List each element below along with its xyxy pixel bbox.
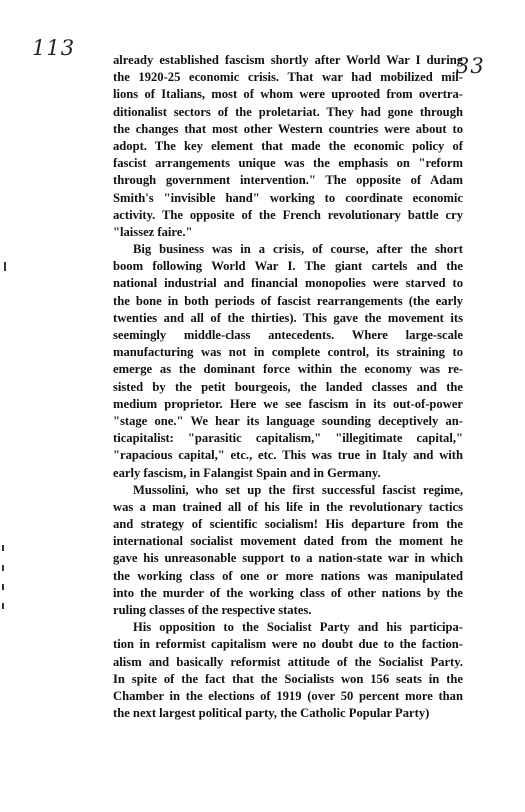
margin-mark bbox=[2, 584, 4, 590]
text-line: Big business was in a crisis, of course, after the short bbox=[133, 242, 463, 257]
paragraph bbox=[113, 52, 463, 241]
text-line: national industrial and financial monopolies were starved to bbox=[113, 276, 463, 291]
text-line: twenties and all of the thirties). This gave the movement its bbox=[113, 310, 463, 325]
text-line: the 1920-25 economic crisis. That war had mobilized mil- bbox=[113, 70, 463, 85]
text-line: already established fascism shortly after World War I during bbox=[113, 53, 463, 67]
handwritten-page-number-left: 113 bbox=[32, 36, 76, 60]
text-line: the bone in both periods of fascist rearrangements (the early bbox=[113, 293, 463, 308]
text-line: Smith's "invisible hand" working to coordinate economic bbox=[113, 190, 463, 205]
text-line: ditionalist sectors of the proletariat. They had gone through bbox=[113, 104, 463, 119]
margin-mark bbox=[2, 565, 4, 571]
text-line: sisted by the petit bourgeois, the landed classes and the bbox=[113, 379, 463, 394]
text-line: ruling classes of the respective states. bbox=[113, 603, 312, 617]
text-line: seemingly middle-class antecedents. Where large-scale bbox=[113, 328, 463, 342]
handwritten-page-number-right: 33 bbox=[456, 54, 485, 78]
text-line: the next largest political party, the Catholic Popular Party) bbox=[113, 706, 430, 721]
paragraph bbox=[113, 482, 463, 620]
text-line: His opposition to the Socialist Party and his participa- bbox=[133, 620, 463, 635]
text-line: fascist arrangements unique was the emphasis on "reform bbox=[113, 156, 463, 171]
text-line: ticapitalist: "parasitic capitalism," "illegitimate capital," bbox=[113, 431, 463, 446]
text-line: gave his unreasonable support to a nation-state war in which bbox=[113, 551, 463, 566]
text-line: alism and basically reformist attitude of the Socialist Party. bbox=[113, 654, 463, 669]
text-line: manufacturing was not in complete control, its straining to bbox=[113, 345, 463, 360]
paragraph bbox=[113, 619, 463, 722]
margin-mark bbox=[2, 545, 4, 551]
margin-mark bbox=[4, 262, 6, 271]
text-line: was a man trained all of his life in the revolutionary tactics bbox=[113, 499, 463, 514]
text-line: emerge as the dominant force within the economy was re- bbox=[113, 362, 463, 377]
text-line: international socialist movement dated from the moment he bbox=[113, 534, 463, 549]
text-line: Chamber in the elections of 1919 (over 50 percent more than bbox=[113, 688, 463, 703]
text-line: "stage one." We hear its language sounding deceptively an- bbox=[113, 413, 463, 428]
body-text bbox=[113, 52, 463, 722]
text-line: through government intervention." The opposite of Adam bbox=[113, 173, 463, 188]
text-line: and strategy of scientific socialism! His departure from the bbox=[113, 517, 463, 532]
text-line: into the murder of the working class of other nations by the bbox=[113, 585, 463, 600]
text-line: activity. The opposite of the French revolutionary battle cry bbox=[113, 207, 463, 222]
text-line: In spite of the fact that the Socialists won 156 seats in the bbox=[113, 671, 463, 686]
text-line: boom following World War I. The giant cartels and the bbox=[113, 259, 463, 274]
paragraph bbox=[113, 241, 463, 482]
text-line: tion in reformist capitalism were no doubt due to the faction- bbox=[113, 637, 463, 652]
text-line: the working class of one or more nations was manipulated bbox=[113, 568, 463, 583]
text-line: medium proprietor. Here we see fascism in its out-of-power bbox=[113, 396, 463, 411]
text-line: early fascism, in Falangist Spain and in Germany. bbox=[113, 465, 381, 480]
margin-mark bbox=[2, 603, 4, 609]
text-line: adopt. The key element that made the economic policy of bbox=[113, 138, 463, 153]
text-line: Mussolini, who set up the first successful fascist regime, bbox=[133, 482, 463, 497]
text-line: "rapacious capital," etc., etc. This was true in Italy and with bbox=[113, 448, 463, 463]
text-line: lions of Italians, most of whom were uprooted from overtra- bbox=[113, 87, 463, 102]
text-line: "laissez faire." bbox=[113, 224, 193, 239]
text-line: the changes that most other Western countries were about to bbox=[113, 121, 463, 136]
